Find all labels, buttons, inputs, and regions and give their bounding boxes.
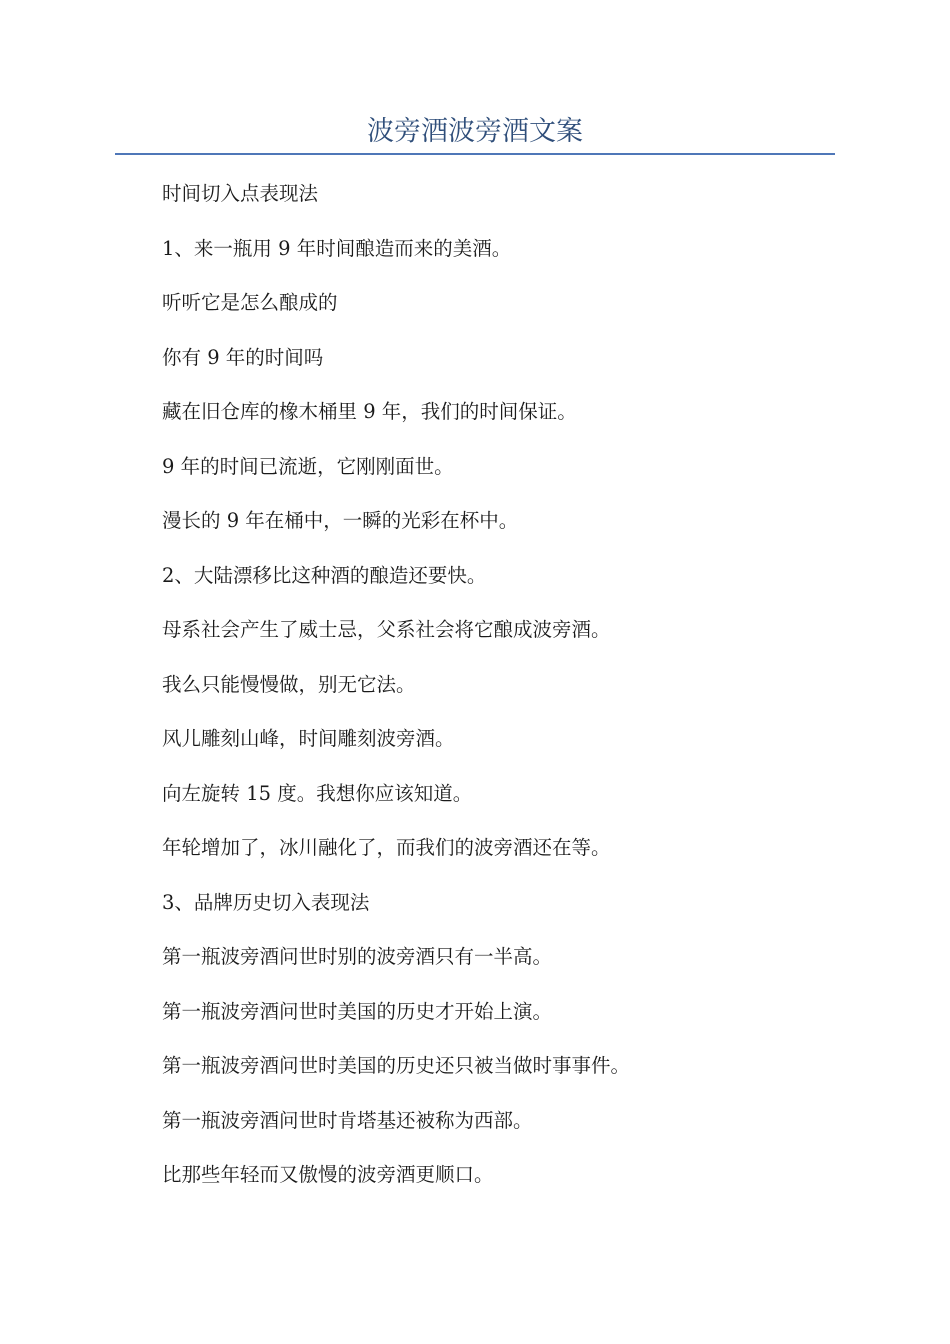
body-line-04: 你有 9 年的时间吗 <box>162 345 324 369</box>
document-title: 波旁酒波旁酒文案 <box>367 116 583 147</box>
body-line-09: 母系社会产生了威士忌，父系社会将它酿成波旁酒。 <box>162 618 611 641</box>
body-line-03: 听听它是怎么酿成的 <box>162 291 338 314</box>
body-line-15: 第一瓶波旁酒问世时别的波旁酒只有一半高。 <box>162 945 553 968</box>
body-line-18: 第一瓶波旁酒问世时肯塔基还被称为西部。 <box>162 1108 533 1132</box>
body-line-16: 第一瓶波旁酒问世时美国的历史才开始上演。 <box>162 999 553 1023</box>
body-line-05: 藏在旧仓库的橡木桶里 9 年，我们的时间保证。 <box>162 400 577 423</box>
body-line-01: 时间切入点表现法 <box>162 182 319 205</box>
title-underline <box>115 153 835 155</box>
body-line-12: 向左旋转 15 度。我想你应该知道。 <box>162 781 473 805</box>
body-line-13: 年轮增加了，冰川融化了，而我们的波旁酒还在等。 <box>162 836 611 859</box>
body-line-10: 我么只能慢慢做，别无它法。 <box>162 672 416 696</box>
body-line-14: 3、品牌历史切入表现法 <box>162 890 370 914</box>
body-line-07: 漫长的 9 年在桶中，一瞬的光彩在杯中。 <box>162 509 519 532</box>
body-line-06: 9 年的时间已流逝，它刚刚面世。 <box>162 454 454 478</box>
body-line-17: 第一瓶波旁酒问世时美国的历史还只被当做时事事件。 <box>162 1054 631 1077</box>
document-body <box>162 180 842 1216</box>
body-line-19: 比那些年轻而又傲慢的波旁酒更顺口。 <box>162 1163 494 1186</box>
body-line-08: 2、大陆漂移比这种酒的酿造还要快。 <box>162 563 487 587</box>
body-line-11: 风儿雕刻山峰，时间雕刻波旁酒。 <box>162 727 455 750</box>
body-line-02: 1、来一瓶用 9 年时间酿造而来的美酒。 <box>162 236 512 260</box>
